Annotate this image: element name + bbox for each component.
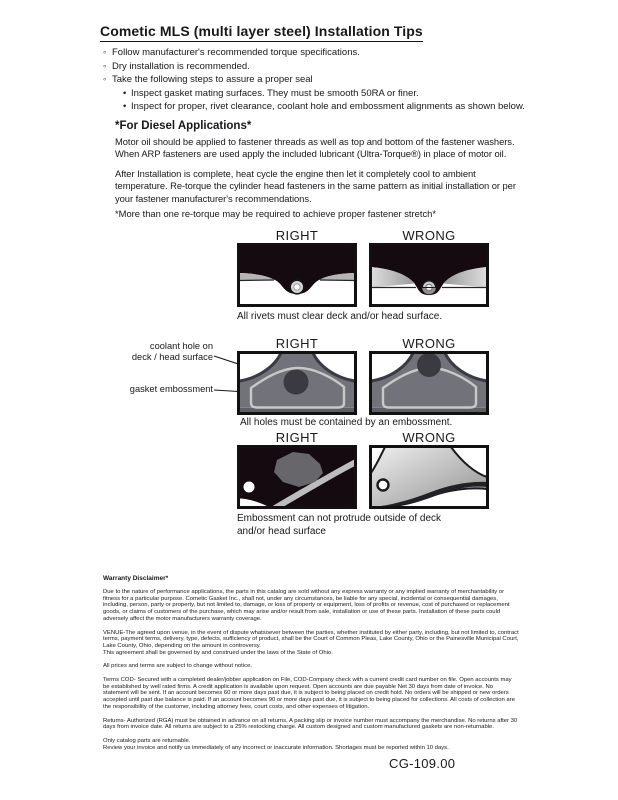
figure-right-column [237,229,357,307]
figure-wrong-column [369,229,489,307]
installation-tips-list [103,46,543,114]
warranty-paragraph: Only catalog parts are returnable. [103,737,191,744]
protrusion-right-diagram [237,445,357,509]
pointer-label-line: coolant hole on [149,341,213,351]
rivet-wrong-diagram [369,243,489,307]
list-item: ◦ Take the following steps to assure a proper seal [103,73,543,87]
caption-line: Embossment can not protrude outside of deck [237,513,442,524]
warranty-disclaimer-section [103,575,519,751]
diesel-paragraph-2: After Installation is complete, heat cycle the engine then let it completely cool to ambient temperature. Re-torque the cylinder head fasteners in the same pattern as initial installation or per your fastener manufacturer's recommendations. [115,168,516,204]
right-label: RIGHT [275,430,319,445]
list-item: • Inspect for proper, rivet clearance, coolant hole and embossment alignments as shown below. [123,100,543,114]
right-label: RIGHT [275,336,319,351]
figure-wrong-column [369,337,489,415]
diesel-applications-heading: *For Diesel Applications* [115,120,252,132]
coolant-hole-pointer-label [108,341,213,362]
page-title: Cometic MLS (multi layer steel) Installation Tips [100,23,423,42]
right-label: RIGHT [275,228,319,243]
wrong-label: WRONG [402,228,456,243]
figure-right-column [237,431,357,509]
warranty-paragraph: VENUE-The agreed upon venue, in the event of dispute whatsoever between the parties, whether instituted by either party, including, but not limited to, contract terms, payment terms, delivery, type, defects, sufficiency of product, shall be the Court of Common Pleas, Lake County, Ohio or the Painesville Municipal Court, Lake County, Ohio, depending on the amount in controversy. [103,629,519,649]
figure-caption-rivets: All rivets must clear deck and/or head surface. [237,311,443,322]
page-code: CG-109.00 [389,756,456,771]
figure-caption-protrusion [237,513,441,538]
embossment-wrong-diagram [369,351,489,415]
warranty-paragraph: Terms COD- Secured with a completed dealer/jobber application on File, COD-Company check with a current credit card number on file. Open accounts may be established by well rated firms. A credit application is available upon request. Open accounts are due payable Net 30 days from date of invoice. No statement will be sent. If an account becomes 60 or more days past due, it is subject to being placed on credit hold. No orders will be shipped or new orders accepted until past due balance is paid. If an account becomes 90 or more days past due, it is subject to being placed for collections. All costs of collection are the responsibility of the customer, including attorney fees, court costs, and other expenses of litigation. [103,677,515,710]
figure-row-rivets [237,229,489,307]
list-item: • Inspect gasket mating surfaces. They must be smooth 50RA or finer. [123,87,543,101]
caption-line: and/or head surface [237,525,326,537]
figure-row-holes [237,337,489,415]
wrong-label: WRONG [402,336,456,351]
pointer-label-line: deck / head surface [131,351,213,362]
diesel-paragraph-1: Motor oil should be applied to fastener threads as well as top and bottom of the fastener washers. When ARP fasteners are used apply the included lubricant (Ultra-Torque®) in place of motor oil. [115,136,515,160]
warranty-heading: Warranty Disclaimer* [103,575,169,582]
gasket-embossment-pointer-label: gasket embossment [129,384,213,394]
warranty-paragraph: This agreement shall be governed by and construed under the laws of the State of Ohio. [103,649,333,656]
warranty-paragraph: Due to the nature of performance applications, the parts in this catalog are sold without any express warranty or any implied warranty of merchantability or fitness for a particular purpose. Cometic Gasket Inc., shall not, under any circumstances, be liable for any special, incidental or consequential damages, including, person, party or property, but not limited to, damage, or loss of property or equipment, loss of profits or revenue, cost of purchased or replacement goods, or claims of customers of the purchase, which may arise and/or result from sale, installation or use of these parts. Installation of these parts could adversely affect the motor manufacturers warranty coverage. [103,589,510,622]
figure-caption-holes: All holes must be contained by an embossment. [240,417,453,428]
warranty-paragraph: Returns- Authorized (RGA) must be obtained in advance on all returns. A packing slip or invoice number must accompany the merchandise. No returns after 30 days from invoice date. All returns are subject to a 25% restocking charge. All custom designed and custom manufactured gaskets are non-returnable. [103,717,518,731]
retorque-note: *More than one re-torque may be required to achieve proper fastener stretch* [115,208,437,219]
list-item: ◦ Follow manufacturer's recommended torque specifications. [103,46,543,60]
wrong-label: WRONG [402,430,456,445]
warranty-paragraph: All prices and terms are subject to change without notice. [103,663,252,670]
rivet-right-diagram [237,243,357,307]
warranty-paragraph: Review your invoice and notify us immediately of any incorrect or inaccurate information. Shortages must be reported within 10 days. [103,744,449,751]
protrusion-wrong-diagram [369,445,489,509]
figure-row-protrusion [237,431,489,509]
figure-wrong-column [369,431,489,509]
list-item: ◦ Dry installation is recommended. [103,60,543,74]
embossment-right-diagram [237,351,357,415]
figure-right-column [237,337,357,415]
